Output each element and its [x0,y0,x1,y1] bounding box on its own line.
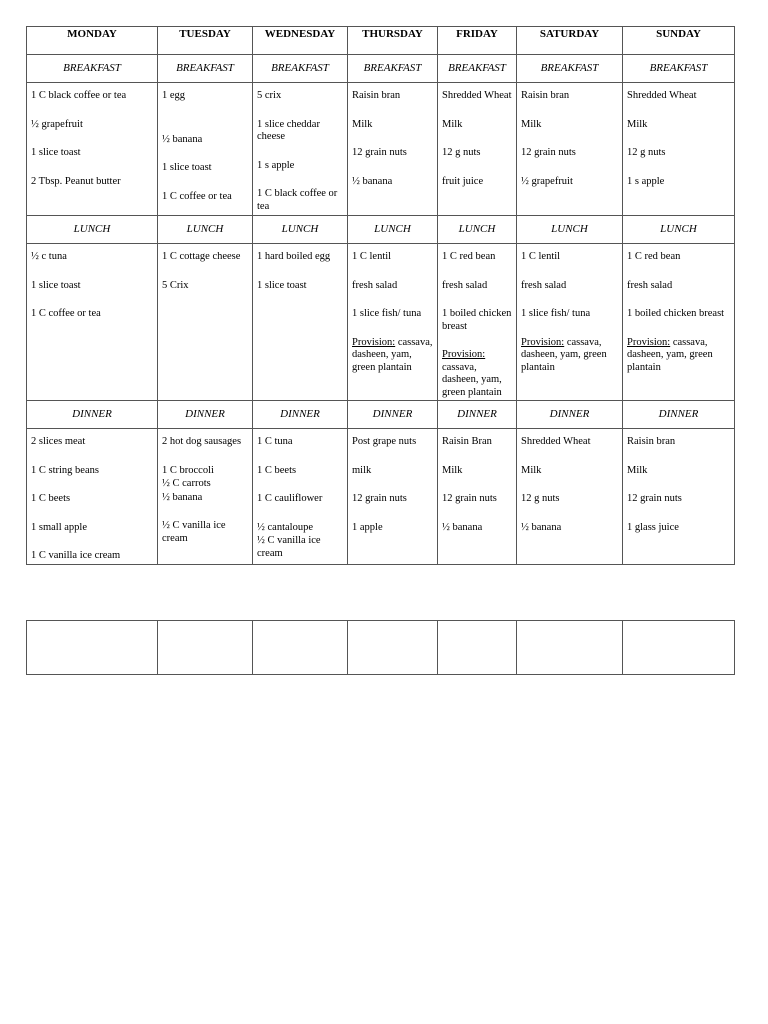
spacer-line [352,450,433,464]
blank-cell [158,621,253,675]
lunch-cell-sunday [623,244,735,401]
spacer-line [627,104,730,118]
provision-label: Provision: [352,336,396,348]
blank-cell [517,621,623,675]
breakfast-cell-thursday [348,83,438,216]
dinner-label: DINNER [438,401,517,429]
food-item: 1 C black coffee or tea [31,90,127,101]
food-item: 1 hard boiled egg [257,251,331,262]
food-item: Raisin bran [627,436,676,447]
spacer-line [162,450,248,464]
food-item: 1 slice toast [257,279,307,291]
food-item: 1 C vanilla ice cream [31,550,121,561]
dinner-cell-saturday [517,429,623,565]
lunch-label: LUNCH [623,216,735,244]
lunch-cell-saturday [517,244,623,401]
blank-cell [27,621,158,675]
food-item: ½ c tuna [31,251,67,262]
spacer-line [162,104,248,118]
food-item: ½ grapefruit [521,175,573,187]
blank-cell [348,621,438,675]
breakfast-label: BREAKFAST [438,55,517,83]
spacer-line [31,535,153,549]
spacer-line [257,265,343,279]
food-item: 1 C coffee or tea [31,308,101,319]
food-item: 1 C string beans [31,464,99,476]
spacer-line [162,119,248,133]
spacer-line [31,507,153,521]
breakfast-cell-friday [438,83,517,216]
food-item: Milk [442,464,463,476]
food-item: ½ banana [162,133,203,145]
spacer-line [442,293,512,307]
spacer-line [31,161,153,175]
spacer-line [442,132,512,146]
spacer-line [521,293,618,307]
food-item: Raisin bran [352,90,401,101]
spacer-line [352,104,433,118]
food-item: 1 C tuna [257,436,293,447]
food-item: 1 C coffee or tea [162,190,232,202]
lunch-cell-friday [438,244,517,401]
dinner-cell-tuesday [158,429,253,565]
provision-items: cassava, dasheen, yam, green plantain [442,361,502,398]
dinner-label: DINNER [517,401,623,429]
food-item: 1 glass juice [627,521,679,533]
lunch-cell-monday [27,244,158,401]
breakfast-cell-saturday [517,83,623,216]
spacer-line [627,478,730,492]
dinner-items-row [27,429,735,565]
spacer-line [257,478,343,492]
food-item: Milk [442,118,463,130]
spacer-line [162,505,248,519]
food-item: Shredded Wheat [521,436,591,447]
food-item: ½ grapefruit [31,118,83,130]
spacer-line [31,450,153,464]
food-item: 1 C cauliflower [257,493,323,504]
food-item: 12 grain nuts [352,493,407,504]
provision-item [627,337,730,375]
food-item: Raisin Bran [442,436,492,447]
spacer-line [257,450,343,464]
spacer-line [627,322,730,336]
breakfast-cell-tuesday [158,83,253,216]
spacer-line [257,145,343,159]
food-item: 12 g nuts [521,493,560,504]
lunch-items-row [27,244,735,401]
blank-cell [253,621,348,675]
food-item: 12 grain nuts [352,147,407,158]
day-header-friday: FRIDAY [438,27,517,55]
food-item: ½ C vanilla ice cream [162,520,226,544]
food-item: 12 grain nuts [521,147,576,158]
breakfast-label: BREAKFAST [517,55,623,83]
dinner-label: DINNER [623,401,735,429]
breakfast-label: BREAKFAST [623,55,735,83]
spacer-line [442,161,512,175]
breakfast-cell-wednesday [253,83,348,216]
provision-item [521,337,618,375]
dinner-cell-wednesday [253,429,348,565]
spacer-line [162,176,248,190]
food-item: 12 g nuts [627,147,666,158]
blank-row [27,621,735,675]
spacer-line [442,334,512,348]
weekly-meal-plan-table [26,26,735,565]
spacer-line [627,161,730,175]
blank-cell [623,621,735,675]
blank-cell [438,621,517,675]
day-header-row [27,27,735,55]
spacer-line [521,322,618,336]
spacer-line [627,265,730,279]
spacer-line [31,104,153,118]
food-item: 1 slice toast [162,162,212,173]
spacer-line [627,450,730,464]
day-header-saturday: SATURDAY [517,27,623,55]
food-item: ½ C carrots [162,478,211,489]
provision-items: cassava, dasheen, yam, green plantain [521,336,607,373]
food-item: ½ cantaloupe [257,521,313,533]
food-item: 1 s apple [627,175,665,187]
food-item: 1 apple [352,521,383,533]
food-item: Milk [521,118,542,130]
spacer-line [521,132,618,146]
food-item: milk [352,464,372,476]
breakfast-items-row [27,83,735,216]
food-item: 1 s apple [257,159,295,171]
food-item: 1 C red bean [442,251,496,262]
breakfast-label: BREAKFAST [253,55,348,83]
dinner-cell-thursday [348,429,438,565]
food-item: Post grape nuts [352,436,417,447]
spacer-line [521,450,618,464]
food-item: ½ C vanilla ice cream [257,535,321,559]
food-item: 1 boiled chicken breast [442,308,512,332]
spacer-line [352,265,433,279]
spacer-line [352,478,433,492]
day-header-tuesday: TUESDAY [158,27,253,55]
spacer-line [521,478,618,492]
spacer-line [31,478,153,492]
spacer-line [521,104,618,118]
spacer-line [442,104,512,118]
dinner-label: DINNER [253,401,348,429]
provision-items: cassava, dasheen, yam, green plantain [627,336,713,373]
spacer-line [257,173,343,187]
food-item: 12 grain nuts [442,493,497,504]
dinner-label: DINNER [158,401,253,429]
spacer-line [521,161,618,175]
food-item: 1 C cottage cheese [162,251,241,262]
food-item: 1 C beets [31,493,71,504]
food-item: ½ banana [162,491,203,503]
spacer-line [31,293,153,307]
food-item: Milk [627,464,648,476]
food-item: 1 egg [162,90,186,101]
day-header-wednesday: WEDNESDAY [253,27,348,55]
spacer-line [162,265,248,279]
dinner-label: DINNER [348,401,438,429]
lunch-label: LUNCH [348,216,438,244]
breakfast-label: BREAKFAST [348,55,438,83]
food-item: fresh salad [352,279,398,291]
food-item: ½ banana [442,521,483,533]
lunch-label: LUNCH [438,216,517,244]
provision-item [352,337,433,375]
food-item: ½ banana [521,521,562,533]
food-item: 1 C beets [257,464,297,476]
food-item: fresh salad [521,279,567,291]
food-item: 1 small apple [31,521,87,533]
food-item: 1 slice cheddar cheese [257,118,320,142]
food-item: Milk [352,118,373,130]
blank-table [26,620,735,675]
lunch-cell-tuesday [158,244,253,401]
spacer-line [31,132,153,146]
lunch-label: LUNCH [158,216,253,244]
food-item: 12 g nuts [442,147,481,158]
food-item: 2 Tbsp. Peanut butter [31,175,121,187]
food-item: 1 slice toast [31,147,81,158]
dinner-cell-sunday [623,429,735,565]
food-item: 12 grain nuts [627,493,682,504]
food-item: Shredded Wheat [627,90,697,101]
provision-items: cassava, dasheen, yam, green plantain [352,336,433,373]
lunch-label: LUNCH [253,216,348,244]
lunch-label: LUNCH [27,216,158,244]
food-item: 1 slice fish/ tuna [521,308,591,319]
spacer-line [257,104,343,118]
spacer-line [352,161,433,175]
spacer-line [627,132,730,146]
spacer-line [352,507,433,521]
spacer-line [521,265,618,279]
spacer-line [627,507,730,521]
spacer-line [442,478,512,492]
spacer-line [442,450,512,464]
dinner-cell-friday [438,429,517,565]
dinner-label: DINNER [27,401,158,429]
provision-item [442,349,512,399]
day-header-sunday: SUNDAY [623,27,735,55]
breakfast-cell-monday [27,83,158,216]
spacer-line [442,265,512,279]
food-item: 1 boiled chicken breast [627,308,725,319]
lunch-cell-wednesday [253,244,348,401]
spacer-line [521,507,618,521]
breakfast-label: BREAKFAST [158,55,253,83]
food-item: 1 C lentil [521,251,561,262]
food-item: ½ banana [352,175,393,187]
food-item: fresh salad [442,279,488,291]
food-item: 1 C red bean [627,251,681,262]
food-item: 1 slice toast [31,279,81,291]
provision-label: Provision: [442,349,486,360]
food-item: 1 C broccoli [162,464,214,476]
lunch-cell-thursday [348,244,438,401]
breakfast-cell-sunday [623,83,735,216]
day-header-thursday: THURSDAY [348,27,438,55]
breakfast-label: BREAKFAST [27,55,158,83]
lunch-label-row [27,216,735,244]
spacer-line [31,265,153,279]
food-item: 1 slice fish/ tuna [352,308,422,319]
spacer-line [352,132,433,146]
spacer-line [352,293,433,307]
food-item: Milk [627,118,648,130]
food-item: 1 C lentil [352,251,392,262]
spacer-line [162,147,248,161]
dinner-cell-monday [27,429,158,565]
lunch-label: LUNCH [517,216,623,244]
spacer-line [352,322,433,336]
food-item: fruit juice [442,175,484,187]
provision-label: Provision: [627,336,671,348]
food-item: 2 hot dog sausages [162,436,242,447]
day-header-monday: MONDAY [27,27,158,55]
spacer-line [257,507,343,521]
food-item: 2 slices meat [31,436,86,447]
food-item: Milk [521,464,542,476]
food-item: Raisin bran [521,90,570,101]
dinner-label-row [27,401,735,429]
spacer-line [627,293,730,307]
provision-label: Provision: [521,336,565,348]
food-item: 5 Crix [162,279,189,291]
breakfast-label-row [27,55,735,83]
food-item: fresh salad [627,279,673,291]
food-item: 1 C black coffee or tea [257,188,338,212]
food-item: 5 crix [257,90,282,101]
food-item: Shredded Wheat [442,90,512,101]
spacer-line [442,507,512,521]
